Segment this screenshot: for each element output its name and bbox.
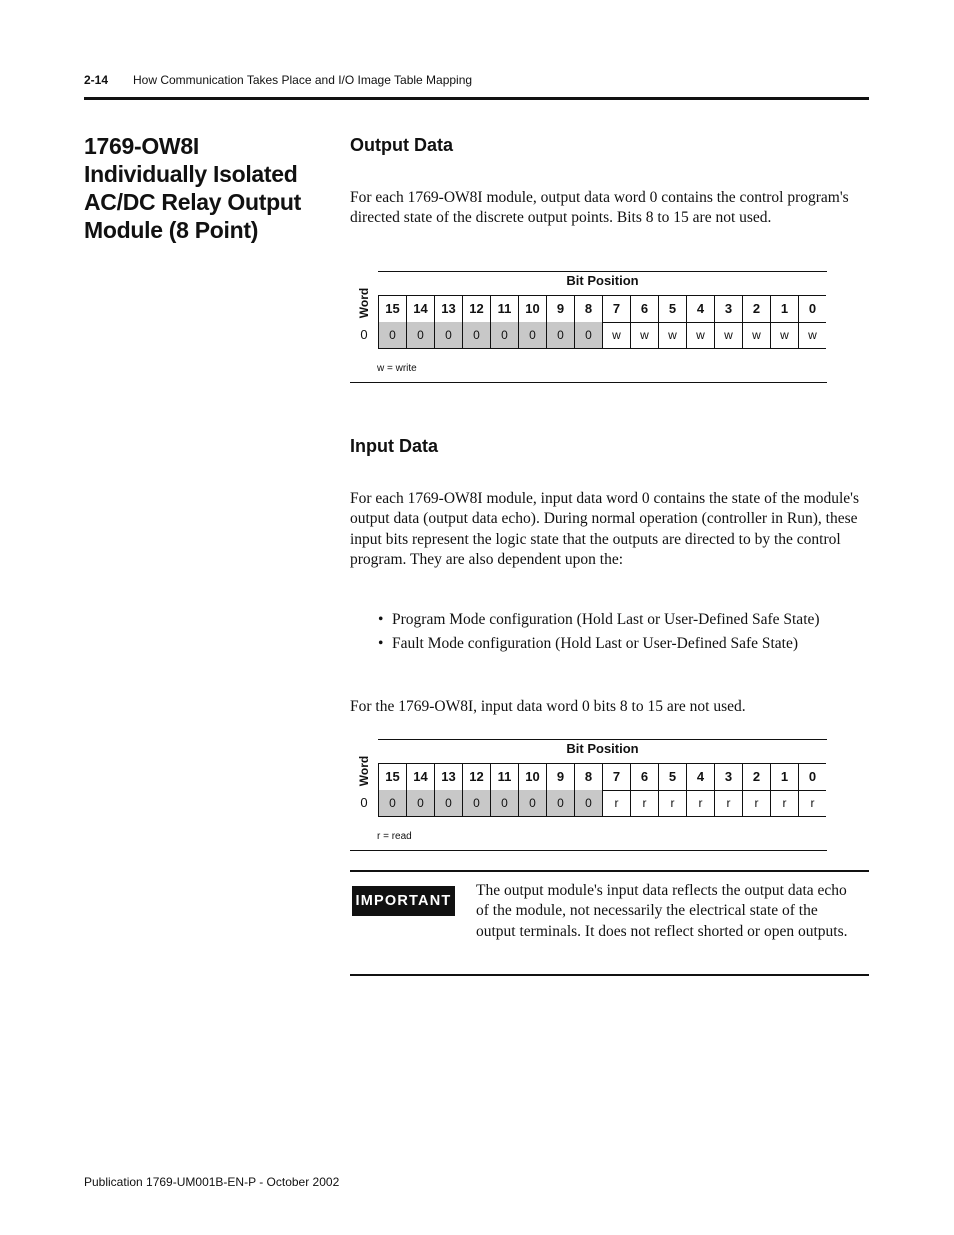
bit-value-row [378, 790, 826, 817]
important-text: The output module's input data reflects the output data echo of the module, not necessarily the electrical state of the output terminals. It does not reflect shorted or open outputs. [476, 882, 848, 940]
section-title: 1769-OW8I Individually Isolated AC/DC Relay Output Module (8 Point) [84, 133, 301, 243]
bit-header-cell: 11 [490, 764, 518, 790]
word-label [350, 281, 378, 325]
important-note [350, 870, 869, 976]
bit-header-cell: 9 [546, 296, 574, 322]
table-top-rule [378, 739, 827, 740]
bit-header-cell: 14 [406, 764, 434, 790]
bit-value-cell: 0 [490, 322, 518, 348]
bit-value-cell: 0 [546, 790, 574, 816]
bit-value-cell: 0 [406, 790, 434, 816]
bit-header-cell: 3 [714, 296, 742, 322]
bit-header-cell: 12 [462, 296, 490, 322]
bit-header-cell: 6 [630, 764, 658, 790]
bit-value-cell: 0 [574, 322, 602, 348]
bit-value-cell: 0 [462, 790, 490, 816]
bit-header-cell: 6 [630, 296, 658, 322]
bit-value-cell: w [770, 322, 798, 348]
bullet-icon: • [378, 611, 384, 628]
bit-value-cell: 0 [462, 322, 490, 348]
bit-position-label: Bit Position [566, 741, 639, 756]
word-label-text: Word [357, 755, 371, 787]
bit-header-cell: 0 [798, 296, 826, 322]
word-number: 0 [360, 795, 368, 810]
page-header [84, 73, 869, 100]
running-title: How Communication Takes Place and I/O Image Table Mapping [133, 73, 473, 87]
output-bit-table [350, 271, 827, 384]
bit-value-cell: r [686, 790, 714, 816]
bit-header-cell: 13 [434, 764, 462, 790]
bit-value-cell: r [602, 790, 630, 816]
bit-value-row [378, 322, 826, 349]
bit-header-cell: 8 [574, 764, 602, 790]
bit-value-cell: r [658, 790, 686, 816]
word-label [350, 749, 378, 793]
bit-value-cell: r [798, 790, 826, 816]
bit-header-cell: 1 [770, 764, 798, 790]
bit-value-cell: r [770, 790, 798, 816]
bit-header-cell: 2 [742, 764, 770, 790]
bit-value-cell: w [602, 322, 630, 348]
bit-value-cell: 0 [378, 790, 406, 816]
input-bullet-list [378, 610, 870, 659]
bit-value-cell: 0 [378, 322, 406, 348]
table-bottom-rule [350, 850, 827, 851]
input-bit-table [350, 739, 827, 852]
input-data-paragraph: For each 1769-OW8I module, input data word 0 contains the state of the module's output data (output data echo). During normal operation (controller in Run), these input bits represent the logic state that the outputs are directed to by the control program. They are also dependent upon the: [350, 490, 860, 568]
bit-header-cell: 2 [742, 296, 770, 322]
bit-header-cell: 14 [406, 296, 434, 322]
bit-value-cell: 0 [490, 790, 518, 816]
bit-header-cell: 15 [378, 764, 406, 790]
bit-value-cell: w [798, 322, 826, 348]
bit-header-cell: 5 [658, 296, 686, 322]
bit-value-cell: 0 [546, 322, 574, 348]
bit-header-cell: 10 [518, 296, 546, 322]
output-data-paragraph: For each 1769-OW8I module, output data word 0 contains the control program's directed state of the discrete output points. Bits 8 to 15 are not used. [350, 189, 849, 227]
bit-header-cell: 9 [546, 764, 574, 790]
bit-value-cell: 0 [434, 322, 462, 348]
bit-value-cell: 0 [518, 322, 546, 348]
bit-value-cell: 0 [406, 322, 434, 348]
bit-header-cell: 5 [658, 764, 686, 790]
input-data-paragraph-2: For the 1769-OW8I, input data word 0 bits 8 to 15 are not used. [350, 698, 746, 715]
bit-value-cell: r [714, 790, 742, 816]
table-top-rule [378, 271, 827, 272]
word-number: 0 [360, 327, 368, 342]
bit-header-cell: 8 [574, 296, 602, 322]
bit-header-cell: 12 [462, 764, 490, 790]
input-data-heading: Input Data [350, 436, 438, 456]
bit-value-cell: w [714, 322, 742, 348]
bit-header-cell: 0 [798, 764, 826, 790]
bullet-icon: • [378, 635, 384, 653]
table-legend: r = read [377, 831, 412, 842]
bit-header-cell: 4 [686, 764, 714, 790]
bit-value-cell: w [658, 322, 686, 348]
bit-position-label: Bit Position [566, 273, 639, 288]
bit-header-cell: 1 [770, 296, 798, 322]
bit-header-cell: 13 [434, 296, 462, 322]
page-number: 2-14 [84, 73, 109, 87]
important-badge: IMPORTANT [352, 886, 455, 916]
output-data-heading: Output Data [350, 135, 453, 155]
bit-header-cell: 10 [518, 764, 546, 790]
bit-value-cell: 0 [434, 790, 462, 816]
bit-header-row [378, 763, 826, 791]
bit-header-cell: 7 [602, 764, 630, 790]
bit-value-cell: w [686, 322, 714, 348]
bit-header-cell: 7 [602, 296, 630, 322]
bit-header-row [378, 295, 826, 323]
list-item-text: Fault Mode configuration (Hold Last or User-Defined Safe State) [392, 635, 799, 653]
bit-value-cell: r [742, 790, 770, 816]
list-item-text: Program Mode configuration (Hold Last or User-Defined Safe State) [392, 611, 820, 628]
bit-value-cell: 0 [518, 790, 546, 816]
bit-value-cell: w [630, 322, 658, 348]
table-legend: w = write [377, 363, 417, 374]
publication-footer: Publication 1769-UM001B-EN-P - October 2002 [84, 1175, 340, 1189]
bit-value-cell: r [630, 790, 658, 816]
bit-header-cell: 15 [378, 296, 406, 322]
table-bottom-rule [350, 382, 827, 383]
list-item [378, 610, 870, 630]
bit-value-cell: w [742, 322, 770, 348]
bit-header-cell: 11 [490, 296, 518, 322]
word-label-text: Word [357, 287, 371, 319]
list-item [378, 634, 870, 654]
bit-value-cell: 0 [574, 790, 602, 816]
bit-header-cell: 4 [686, 296, 714, 322]
bit-header-cell: 3 [714, 764, 742, 790]
